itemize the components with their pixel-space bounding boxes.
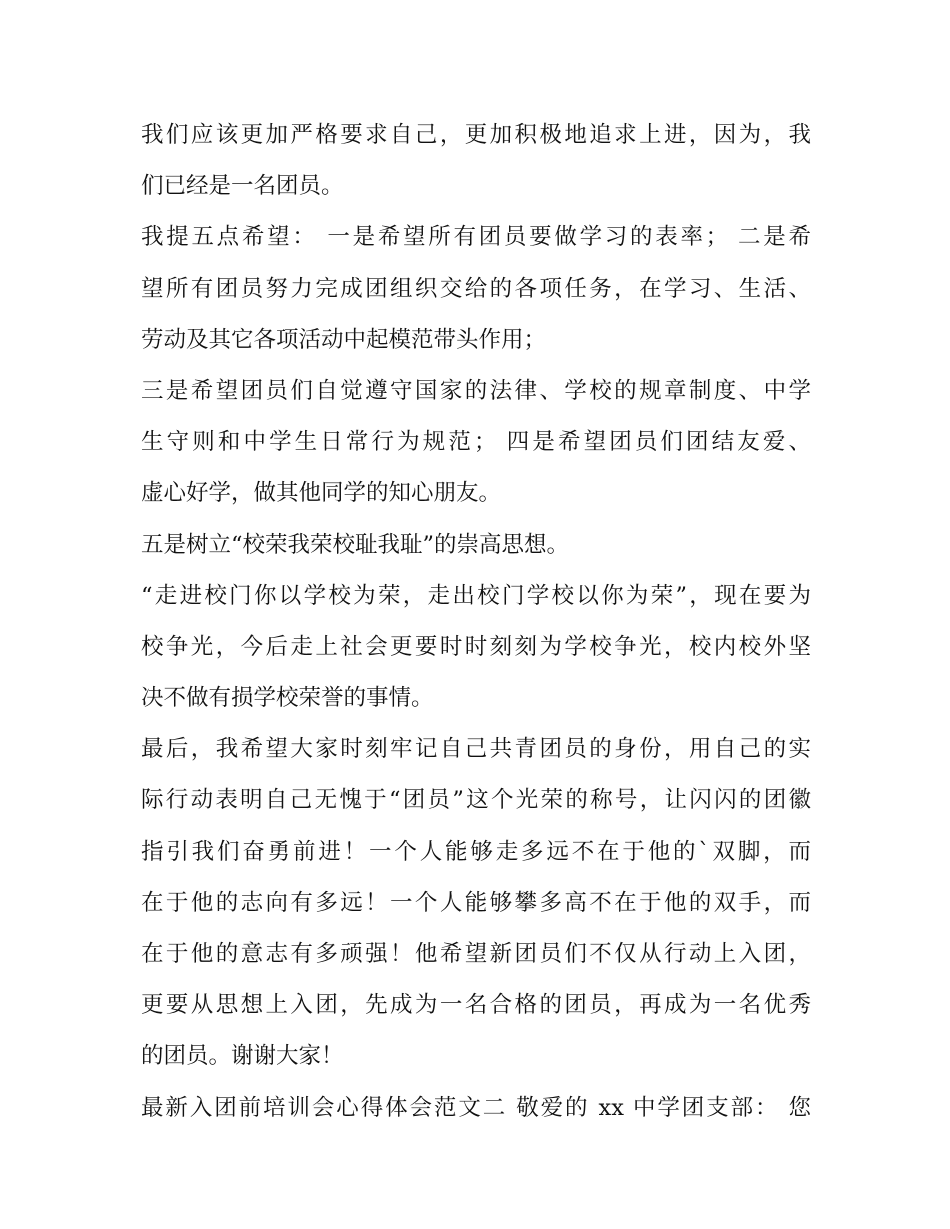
text-line: 更要从思想上入团，先成为一名合格的团员，再成为一名优秀	[141, 992, 811, 1019]
text-line: 们已经是一名团员。	[141, 173, 344, 200]
text-line: “走进校门你以学校为荣，走出校门学校以你为荣”，现在要为	[141, 582, 811, 609]
text-line: 我们应该更加严格要求自己，更加积极地追求上进，因为，我	[141, 122, 811, 148]
text-line: 际行动表明自己无愧于“团员”这个光荣的称号，让闪闪的团徽	[141, 787, 811, 814]
text-line: 在于他的志向有多远！一个人能够攀多高不在于他的双手，而	[141, 889, 811, 916]
text-line: 三是希望团员们自觉遵守国家的法律、学校的规章制度、中学	[141, 377, 811, 404]
text-line: 望所有团员努力完成团组织交给的各项任务，在学习、生活、	[141, 275, 811, 302]
text-line: 最后，我希望大家时刻牢记自己共青团员的身份，用自己的实	[141, 736, 811, 763]
text-line: 校争光，今后走上社会更要时时刻刻为学校争光，校内校外坚	[141, 633, 811, 660]
body-text	[141, 110, 811, 1134]
text-line: 劳动及其它各项活动中起模范带头作用；	[141, 326, 547, 353]
text-line: 生守则和中学生日常行为规范； 四是希望团员们团结友爱、	[141, 429, 811, 456]
text-line: 指引我们奋勇前进！一个人能够走多远不在于他的`双脚，而	[141, 838, 811, 865]
text-line: 最新入团前培训会心得体会范文二 敬爱的 xx 中学团支部： 您	[141, 1094, 811, 1121]
text-line: 决不做有损学校荣誉的事情。	[141, 685, 434, 712]
text-line: 我提五点希望： 一是希望所有团员要做学习的表率； 二是希	[141, 224, 811, 251]
text-line: 在于他的意志有多顽强！他希望新团员们不仅从行动上入团，	[141, 941, 811, 967]
text-line: 虚心好学，做其他同学的知心朋友。	[141, 480, 502, 507]
text-line: 五是树立“校荣我荣校耻我耻”的崇高思想。	[141, 531, 570, 558]
text-line: 的团员。谢谢大家！	[141, 1043, 344, 1070]
